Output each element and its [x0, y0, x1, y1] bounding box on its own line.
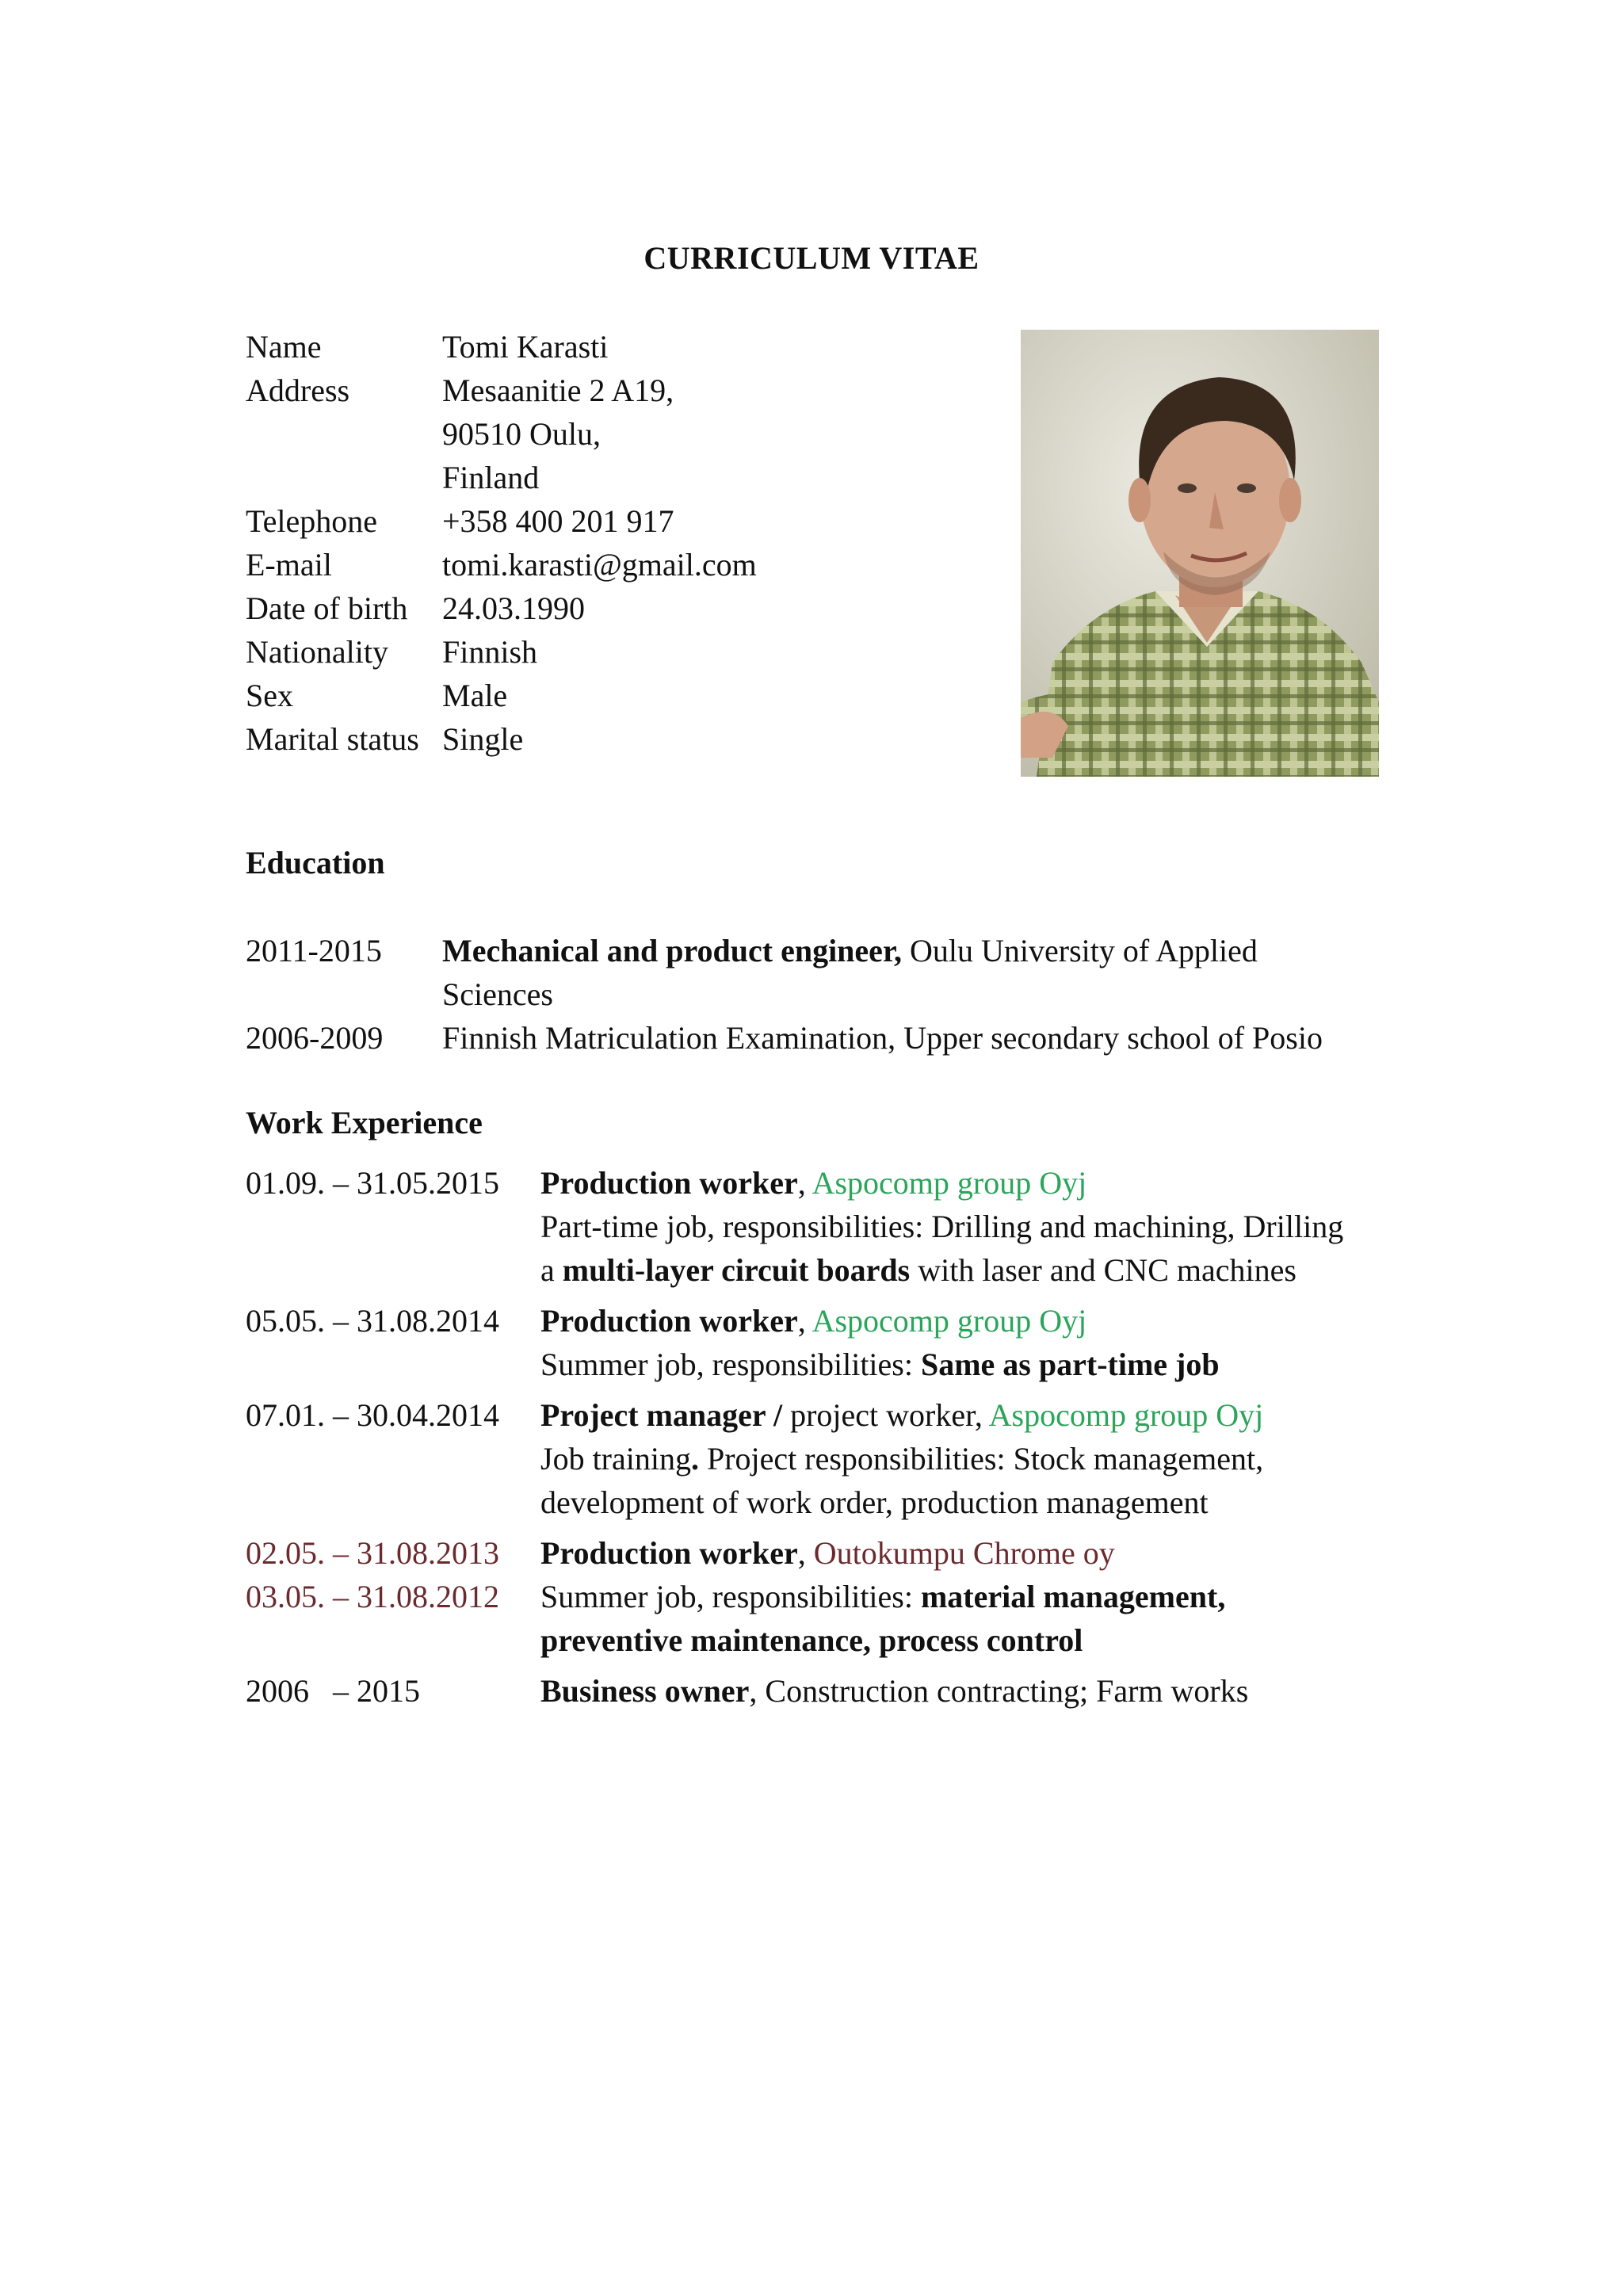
work-desc-bold: multi-layer circuit boards [562, 1252, 911, 1288]
label: Address [246, 372, 350, 408]
work-desc: Part-time job, responsibilities: Drilling and machining, Drilling [540, 1209, 1344, 1244]
value: Tomi Karasti [442, 329, 609, 365]
education-item [246, 929, 1599, 1016]
work-dates: 2006 – 2015 [246, 1673, 420, 1709]
work-item [246, 1299, 1623, 1386]
institution-cont: Sciences [442, 976, 553, 1012]
work-role: Business owner [540, 1673, 750, 1709]
sep: , [797, 1303, 812, 1339]
personal-row [246, 325, 757, 369]
personal-row [246, 717, 757, 761]
document-title: CURRICULUM VITAE [643, 240, 980, 276]
personal-row [246, 586, 757, 630]
value: Single [442, 721, 524, 757]
work-desc: a [540, 1252, 563, 1288]
value: +358 400 201 917 [442, 503, 674, 539]
work-desc-bold: material management, [920, 1579, 1226, 1614]
work-body [540, 1161, 1623, 1292]
education-text [442, 929, 1599, 1016]
work-role: Production worker [540, 1303, 798, 1339]
work-dates [246, 1531, 540, 1662]
education-text: Finnish Matriculation Examination, Upper secondary school of Posio [442, 1020, 1323, 1056]
work-item [246, 1161, 1623, 1292]
value: Finland [442, 460, 540, 495]
label: Date of birth [246, 590, 408, 626]
work-item [246, 1531, 1623, 1662]
label [246, 456, 442, 499]
company-name: Aspocomp group Oyj [812, 1303, 1087, 1339]
work-heading: Work Experience [246, 1105, 483, 1140]
sep: , [797, 1535, 814, 1571]
work-body [540, 1393, 1623, 1524]
work-desc-bold: preventive maintenance, process control [540, 1622, 1083, 1658]
work-desc: with laser and CNC machines [910, 1252, 1296, 1288]
degree: Mechanical and product engineer, [442, 933, 903, 968]
portrait-illustration [1021, 330, 1379, 777]
portrait-photo [1021, 330, 1379, 777]
personal-info [246, 325, 757, 761]
work-desc: , Construction contracting; Farm works [749, 1673, 1249, 1709]
education-years: 2011-2015 [246, 933, 382, 968]
work-desc-dot: . [690, 1441, 699, 1477]
work-body [540, 1299, 1623, 1386]
work-role: Production worker [540, 1535, 798, 1571]
personal-row [246, 630, 757, 674]
value: Mesaanitie 2 A19, [442, 372, 674, 408]
label: Telephone [246, 503, 378, 539]
personal-row [246, 369, 757, 412]
work-dates: 05.05. – 31.08.2014 [246, 1303, 499, 1339]
education-list [246, 929, 1599, 1060]
value: Male [442, 678, 508, 713]
work-desc: Summer job, responsibilities: [540, 1579, 921, 1614]
work-item [246, 1669, 1623, 1713]
label: E-mail [246, 547, 332, 583]
work-dates-2: 03.05. – 31.08.2012 [246, 1579, 499, 1614]
work-desc: Job training [540, 1441, 691, 1477]
education-years: 2006-2009 [246, 1020, 384, 1056]
personal-row [246, 674, 757, 717]
work-body [540, 1531, 1623, 1662]
work-desc: Project responsibilities: Stock management, [698, 1441, 1264, 1477]
role-suffix: / [765, 1397, 783, 1433]
company-name: Outokumpu Chrome oy [813, 1535, 1115, 1571]
work-dates: 01.09. – 31.05.2015 [246, 1165, 499, 1201]
work-desc-bold: Same as part-time job [920, 1347, 1220, 1382]
sep: , [797, 1165, 812, 1201]
value: 24.03.1990 [442, 590, 585, 626]
personal-row [246, 543, 757, 586]
work-list [246, 1161, 1623, 1720]
personal-row [246, 499, 757, 543]
value: Finnish [442, 634, 538, 670]
personal-row [246, 456, 757, 499]
work-desc: development of work order, production management [540, 1484, 1209, 1520]
education-item [246, 1016, 1599, 1060]
email-value: tomi.karasti@gmail.com [442, 547, 757, 583]
work-plain: project worker, [782, 1397, 989, 1433]
education-heading: Education [246, 845, 385, 881]
label: Sex [246, 678, 293, 713]
institution: Oulu University of Applied [902, 933, 1258, 968]
work-role: Project manager [540, 1397, 766, 1433]
label: Marital status [246, 721, 419, 757]
label: Name [246, 329, 322, 365]
label: Nationality [246, 634, 388, 670]
work-item [246, 1393, 1623, 1524]
work-dates-1: 02.05. – 31.08.2013 [246, 1535, 499, 1571]
personal-row [246, 412, 757, 456]
work-body [540, 1669, 1623, 1713]
work-dates: 07.01. – 30.04.2014 [246, 1397, 499, 1433]
label [246, 412, 442, 456]
work-desc: Summer job, responsibilities: [540, 1347, 921, 1382]
company-name: Aspocomp group Oyj [812, 1165, 1087, 1201]
value: 90510 Oulu, [442, 416, 601, 452]
company-name: Aspocomp group Oyj [988, 1397, 1264, 1433]
work-role: Production worker [540, 1165, 798, 1201]
